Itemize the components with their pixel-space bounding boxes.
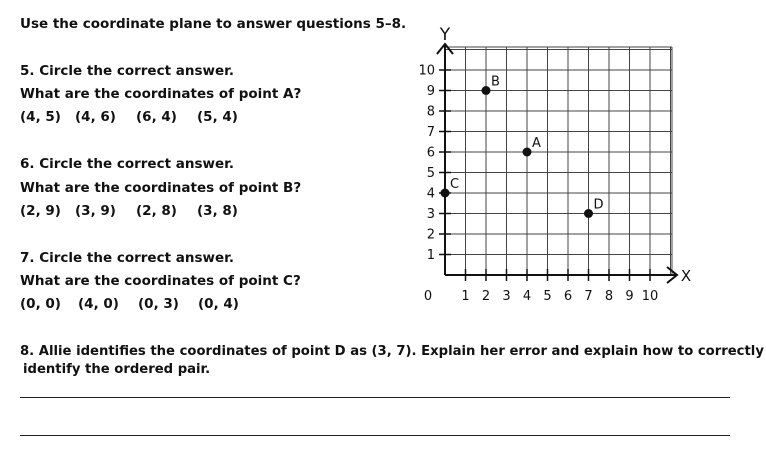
q7-option[interactable]: (0, 4) — [198, 296, 239, 312]
q7-option[interactable]: (0, 0) — [20, 296, 61, 312]
point-d — [584, 209, 593, 218]
q5-option[interactable]: (6, 4) — [136, 109, 177, 125]
q6-option[interactable]: (3, 9) — [75, 203, 116, 219]
instructions: Use the coordinate plane to answer questions 5–8. — [20, 16, 407, 32]
point-label-a: A — [532, 136, 541, 151]
y-tick-label: 8 — [426, 104, 435, 120]
x-tick-label: 9 — [625, 289, 634, 304]
point-label-c: C — [450, 177, 460, 192]
q7-question: What are the coordinates of point C? — [20, 273, 301, 289]
y-tick-label: 9 — [426, 84, 435, 99]
point-label-d: D — [593, 197, 604, 213]
y-tick-label: 3 — [426, 207, 435, 222]
x-tick-label: 4 — [522, 289, 532, 304]
q7-option[interactable]: (4, 0) — [78, 296, 119, 312]
q5-option[interactable]: (5, 4) — [197, 109, 238, 125]
x-tick-label: 2 — [481, 289, 491, 304]
q5-option[interactable]: (4, 6) — [75, 109, 116, 125]
q6-option[interactable]: (3, 8) — [197, 203, 238, 219]
y-tick-label: 10 — [418, 63, 435, 79]
y-tick-label: 1 — [426, 248, 435, 263]
q8-line1: 8. Allie identifies the coordinates of point D as (3, 7). Explain her error and explain how to correctly — [20, 344, 764, 359]
y-tick-label: 2 — [426, 227, 435, 243]
q7-option[interactable]: (0, 3) — [138, 296, 179, 312]
q6-question: What are the coordinates of point B? — [20, 180, 302, 196]
q5-prompt: 5. Circle the correct answer. — [20, 63, 234, 79]
q6-option[interactable]: (2, 9) — [20, 203, 61, 219]
origin-label: 0 — [423, 289, 433, 304]
point-c — [441, 189, 450, 198]
q6-option[interactable]: (2, 8) — [136, 203, 177, 219]
q6-prompt: 6. Circle the correct answer. — [20, 156, 234, 172]
y-tick-label: 5 — [426, 166, 435, 181]
q7-prompt: 7. Circle the correct answer. — [20, 250, 234, 266]
y-tick-label: 7 — [426, 125, 435, 140]
x-tick-label: 6 — [563, 289, 573, 304]
y-tick-label: 6 — [426, 145, 435, 161]
x-axis-label: X — [680, 267, 692, 285]
q5-question: What are the coordinates of point A? — [20, 86, 302, 102]
y-tick-label: 4 — [426, 186, 435, 202]
q8-line2: identify the ordered pair. — [23, 362, 211, 377]
point-a — [523, 148, 532, 157]
x-tick-label: 3 — [502, 289, 511, 304]
y-axis-label: Y — [439, 25, 451, 45]
x-tick-label: 8 — [604, 289, 614, 304]
point-label-b: B — [491, 74, 500, 90]
x-tick-label: 7 — [584, 289, 593, 304]
q5-option[interactable]: (4, 5) — [20, 109, 61, 125]
x-tick-label: 10 — [641, 289, 659, 304]
x-tick-label: 1 — [461, 289, 470, 304]
point-b — [482, 86, 491, 95]
x-tick-label: 5 — [543, 289, 552, 304]
